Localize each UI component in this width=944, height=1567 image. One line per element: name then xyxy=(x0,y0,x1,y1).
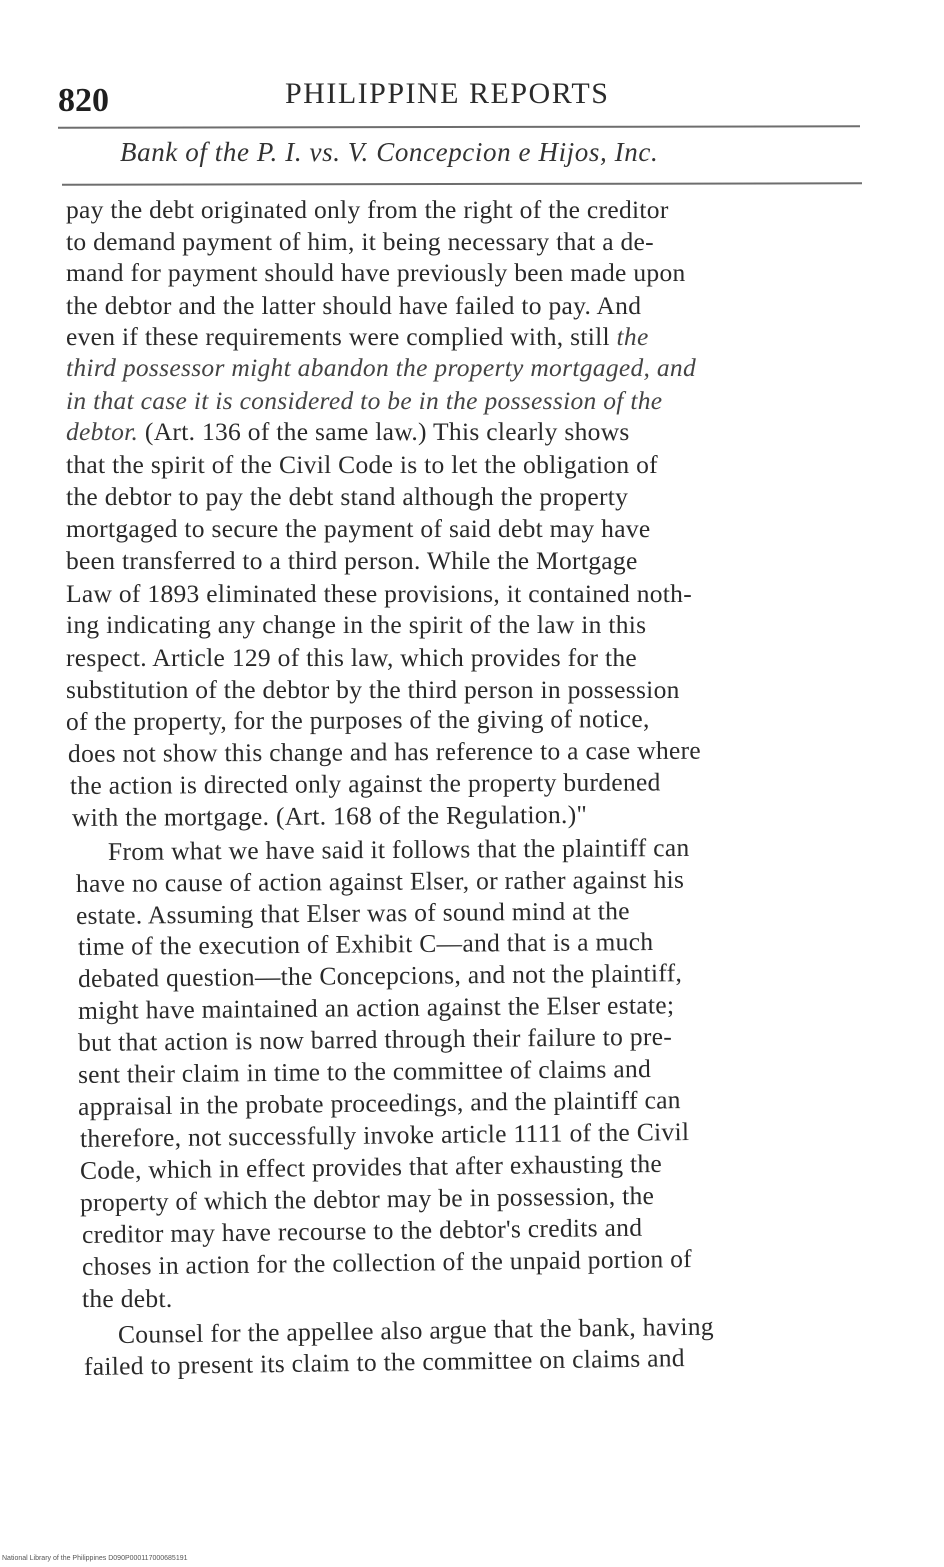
text-run: From what we have said it follows that the plaintiff can xyxy=(107,832,690,866)
body-line xyxy=(66,610,646,640)
body-line xyxy=(70,767,661,801)
text-run: the debtor to pay the debt stand although the property xyxy=(66,482,629,511)
text-run: pay the debt originated only from the right of the creditor xyxy=(66,195,669,224)
text-run: to demand payment of him, it being necessary that a de- xyxy=(66,227,654,256)
body-line xyxy=(72,800,587,833)
running-head: PHILIPPINE REPORTS xyxy=(285,77,610,110)
body-line xyxy=(78,958,682,994)
body-line xyxy=(66,291,641,321)
italic-text: third possessor might abandon the property mortgaged, and xyxy=(66,353,697,382)
text-run: estate. Assuming that Elser was of sound mind at the xyxy=(75,896,630,930)
italic-text: the xyxy=(616,322,649,351)
body-line xyxy=(66,579,692,609)
text-run: but that action is now barred through their failure to pre- xyxy=(77,1021,673,1057)
body-line xyxy=(80,1117,690,1154)
body-line xyxy=(78,927,654,962)
header-rule-bottom xyxy=(62,182,862,185)
body-line xyxy=(66,322,649,352)
body-line xyxy=(78,990,675,1026)
body-line xyxy=(78,1085,681,1122)
text-run: mortgaged to secure the payment of said debt may have xyxy=(66,514,651,543)
body-line xyxy=(66,514,651,544)
text-run: might have maintained an action against the Elser estate; xyxy=(77,990,675,1025)
text-run: of the property, for the purposes of the giving of notice, xyxy=(65,703,650,736)
text-run: appraisal in the probate proceedings, and the plaintiff can xyxy=(77,1085,681,1121)
body-line xyxy=(76,865,684,899)
text-run: even if these requirements were complied with, still xyxy=(66,322,617,351)
body-line xyxy=(66,450,658,480)
text-run: time of the execution of Exhibit C—and that is a much xyxy=(77,926,654,961)
body-line xyxy=(66,704,650,737)
text-run: ing indicating any change in the spirit of the law in this xyxy=(66,610,647,639)
body-line xyxy=(78,1054,651,1090)
body-line xyxy=(66,417,630,447)
body-line xyxy=(66,195,669,225)
text-run: mand for payment should have previously been made upon xyxy=(66,258,686,287)
text-run: Code, which in effect provides that after exhausting the xyxy=(79,1148,663,1185)
body-line xyxy=(66,353,696,383)
text-run: Counsel for the appellee also argue that the bank, having xyxy=(117,1311,715,1349)
body-line xyxy=(66,227,654,257)
body-line xyxy=(66,482,628,512)
italic-text: in that case it is considered to be in the possession of the xyxy=(66,386,663,415)
body-line xyxy=(66,386,662,416)
text-run: therefore, not successfully invoke article 1111 of the Civil xyxy=(79,1117,690,1153)
body-line xyxy=(82,1213,643,1250)
text-run: have no cause of action against Elser, or rather against his xyxy=(75,864,685,898)
body-line xyxy=(82,1284,173,1314)
page-number: 820 xyxy=(58,82,109,119)
header-rule-top xyxy=(58,125,860,128)
body-line xyxy=(78,1022,672,1058)
text-run: failed to present its claim to the committee on claims and xyxy=(83,1343,686,1381)
body-line xyxy=(68,736,701,769)
text-run: (Art. 136 of the same law.) This clearly shows xyxy=(138,417,630,446)
scan-footer: National Library of the Philippines D090P000117000685191 xyxy=(2,1555,188,1562)
text-run: choses in action for the collection of the unpaid portion of xyxy=(81,1244,693,1281)
text-run: creditor may have recourse to the debtor's credits and xyxy=(81,1212,643,1249)
body-line xyxy=(66,643,637,673)
body-line xyxy=(66,258,686,288)
body-line xyxy=(66,546,638,576)
text-run: the debt. xyxy=(82,1284,173,1313)
text-run: the action is directed only against the property burdened xyxy=(69,767,661,800)
body-line xyxy=(82,1244,692,1282)
text-run: substitution of the debtor by the third person in possession xyxy=(66,675,680,704)
text-run: debated question—the Concepcions, and not the plaintiff, xyxy=(77,958,683,993)
case-title: Bank of the P. I. vs. V. Concepcion e Hijos, Inc. xyxy=(120,137,659,167)
body-line xyxy=(108,833,690,867)
text-run: been transferred to a third person. While the Mortgage xyxy=(66,546,638,575)
body-line xyxy=(66,675,680,705)
text-run: sent their claim in time to the committee of claims and xyxy=(77,1053,652,1089)
text-run: does not show this change and has reference to a case where xyxy=(67,735,702,768)
text-run: the debtor and the latter should have failed to pay. And xyxy=(66,291,642,320)
body-line xyxy=(76,896,630,931)
body-line xyxy=(80,1149,662,1186)
text-run: Law of 1893 eliminated these provisions, it contained noth- xyxy=(66,579,693,608)
italic-text: debtor. xyxy=(66,417,139,446)
body-line xyxy=(80,1181,655,1218)
text-run: respect. Article 129 of this law, which provides for the xyxy=(66,643,638,672)
text-run: with the mortgage. (Art. 168 of the Regulation.)" xyxy=(71,799,588,832)
text-run: property of which the debtor may be in possession, the xyxy=(79,1180,655,1217)
text-run: that the spirit of the Civil Code is to let the obligation of xyxy=(66,450,658,479)
